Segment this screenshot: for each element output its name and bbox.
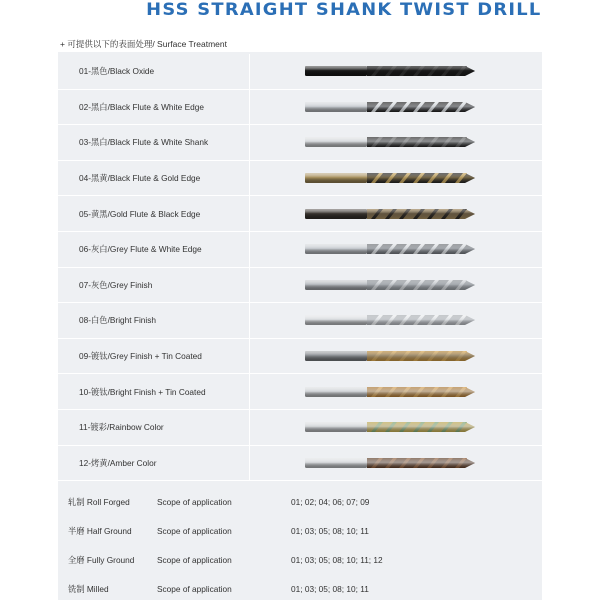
scope-label: Scope of application (157, 583, 232, 594)
drill-image-cell (250, 374, 542, 409)
finish-table (58, 54, 542, 481)
finish-row (58, 125, 542, 161)
process-row (58, 516, 542, 545)
process-row (58, 574, 542, 603)
twist-drill-image (305, 64, 477, 78)
finish-label: 06-灰白/Grey Flute & White Edge (58, 232, 250, 267)
drill-image-cell (250, 303, 542, 338)
finish-row (58, 446, 542, 482)
drill-image-cell (250, 54, 542, 89)
twist-drill-image (305, 171, 477, 185)
scope-label: Scope of application (157, 496, 232, 507)
finish-row (58, 339, 542, 375)
twist-drill-image (305, 207, 477, 221)
scope-values: 01; 03; 05; 08; 10; 11; 12 (291, 554, 383, 565)
twist-drill-image (305, 349, 477, 363)
twist-drill-image (305, 135, 477, 149)
finish-row (58, 268, 542, 304)
process-name: 铣制 Milled (68, 583, 109, 594)
drill-image-cell (250, 339, 542, 374)
finish-row (58, 54, 542, 90)
process-name: 全磨 Fully Ground (68, 554, 135, 565)
finish-row (58, 90, 542, 126)
process-name: 轧制 Roll Forged (68, 496, 130, 507)
finish-label: 09-镀钛/Grey Finish + Tin Coated (58, 339, 250, 374)
drill-image-cell (250, 232, 542, 267)
process-name: 半磨 Half Ground (68, 525, 132, 536)
finish-row (58, 161, 542, 197)
drill-image-cell (250, 196, 542, 231)
drill-image-cell (250, 90, 542, 125)
finish-label: 02-黑白/Black Flute & White Edge (58, 90, 250, 125)
finish-label: 07-灰色/Grey Finish (58, 268, 250, 303)
twist-drill-image (305, 100, 477, 114)
drill-image-cell (250, 161, 542, 196)
scope-values: 01; 03; 05; 08; 10; 11 (291, 525, 369, 536)
finish-label: 10-镀钛/Bright Finish + Tin Coated (58, 374, 250, 409)
finish-row (58, 196, 542, 232)
finish-label: 01-黑色/Black Oxide (58, 54, 250, 89)
drill-image-cell (250, 446, 542, 481)
scope-values: 01; 02; 04; 06; 07; 09 (291, 496, 370, 507)
twist-drill-image (305, 420, 477, 434)
drill-image-cell (250, 410, 542, 445)
twist-drill-image (305, 278, 477, 292)
scope-label: Scope of application (157, 525, 232, 536)
page-title: HSS STRAIGHT SHANK TWIST DRILL (146, 0, 542, 20)
twist-drill-image (305, 385, 477, 399)
twist-drill-image (305, 242, 477, 256)
scope-values: 01; 03; 05; 08; 10; 11 (291, 583, 369, 594)
finish-row (58, 410, 542, 446)
finish-label: 11-镀彩/Rainbow Color (58, 410, 250, 445)
drill-image-cell (250, 125, 542, 160)
process-table (58, 487, 542, 603)
finish-label: 05-黄黑/Gold Flute & Black Edge (58, 196, 250, 231)
finish-row (58, 303, 542, 339)
finish-row (58, 374, 542, 410)
scope-label: Scope of application (157, 554, 232, 565)
finish-label: 04-黑黄/Black Flute & Gold Edge (58, 161, 250, 196)
finish-row (58, 232, 542, 268)
surface-treatment-heading: + 可提供以下的表面处理/ Surface Treatment (60, 39, 227, 49)
twist-drill-image (305, 456, 477, 470)
finish-label: 03-黑白/Black Flute & White Shank (58, 125, 250, 160)
process-row (58, 545, 542, 574)
process-row (58, 487, 542, 516)
drill-image-cell (250, 268, 542, 303)
finish-label: 12-烤黄/Amber Color (58, 446, 250, 481)
twist-drill-image (305, 313, 477, 327)
finish-label: 08-白色/Bright Finish (58, 303, 250, 338)
